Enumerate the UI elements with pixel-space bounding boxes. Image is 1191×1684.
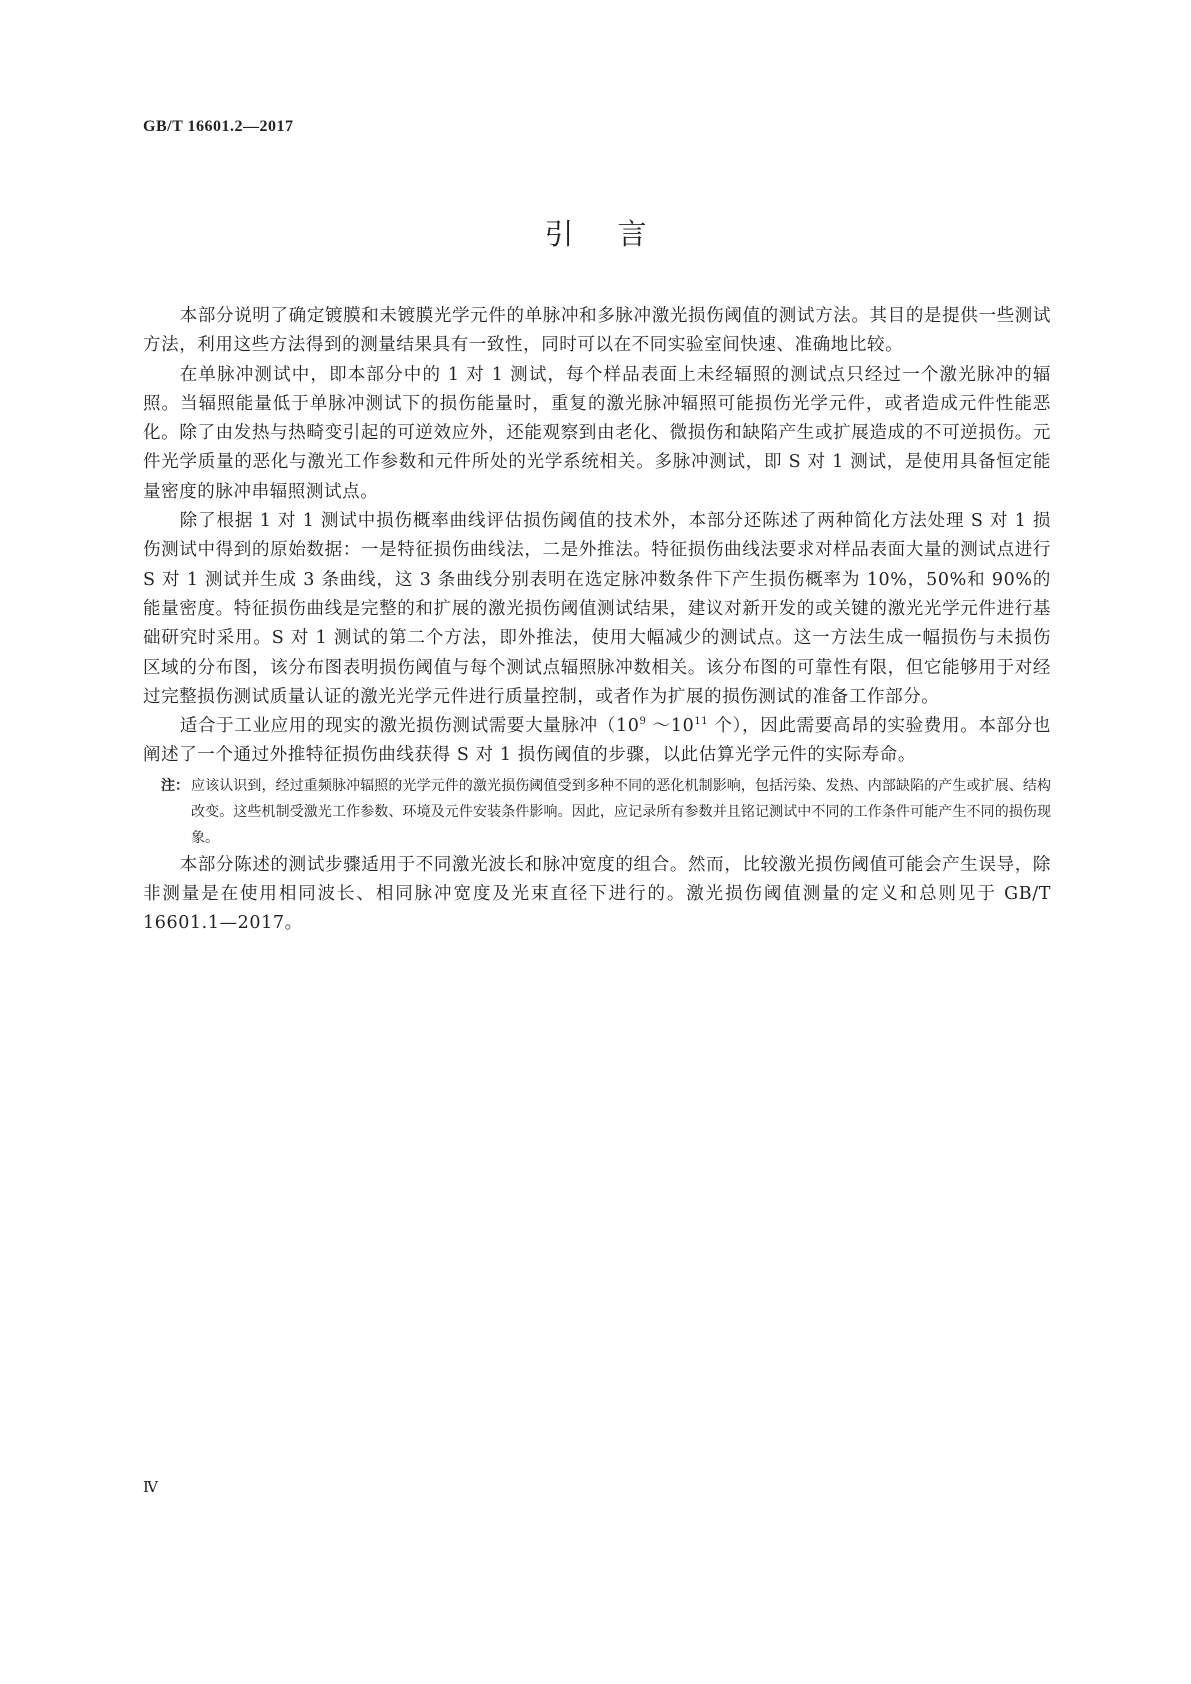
page-number: Ⅳ xyxy=(143,1478,158,1496)
text: 适合于工业应用的现实的激光损伤测试需要大量脉冲（10 xyxy=(179,716,640,737)
paragraph: 本部分陈述的测试步骤适用于不同激光波长和脉冲宽度的组合。然而，比较激光损伤阈值可能会产生误导，除非测量是在使用相同波长、相同脉冲宽度及光束直径下进行的。激光损伤阈值测量的定义和总则见于 GB/T 16601.1—2017。 xyxy=(143,854,1051,934)
note-label: 注： xyxy=(161,777,189,794)
section-title: 引言 xyxy=(544,217,691,251)
paragraph: 在单脉冲测试中，即本部分中的 1 对 1 测试，每个样品表面上未经辐照的测试点只经过一个激光脉冲的辐照。当辐照能量低于单脉冲测试下的损伤能量时，重复的激光脉冲辐照可能损伤光学元件，或者造成元件性能恶化。除了由发热与热畸变引起的可逆效应外，还能观察到由老化、微损伤和缺陷产生或扩展造成的不可逆损伤。元件光学质量的恶化与激光工作参数和元件所处的光学系统相关。多脉冲测试，即 S 对 1 测试，是使用具备恒定能量密度的脉冲串辐照测试点。 xyxy=(143,364,1051,502)
paragraph: 本部分说明了确定镀膜和未镀膜光学元件的单脉冲和多脉冲激光损伤阈值的测试方法。其目的是提供一些测试方法，利用这些方法得到的测量结果具有一致性，同时可以在不同实验室间快速、准确地比较。 xyxy=(143,306,1051,356)
paragraph-pulse-count xyxy=(143,712,1051,771)
paragraph: 除了根据 1 对 1 测试中损伤概率曲线评估损伤阈值的技术外，本部分还陈述了两种简化方法处理 S 对 1 损伤测试中得到的原始数据：一是特征损伤曲线法，二是外推法。特征损伤曲线法要求对样品表面大量的测试点进行 S 对 1 测试并生成 3 条曲线，这 3 条曲线分别表明在选定脉冲数条件下产生损伤概率为 10%，50%和 90%的能量密度。特征损伤曲线是完整的和扩展的激光损伤阈值测试结果，建议对新开发的或关键的激光光学元件进行基础研究时采用。S 对 1 测试的第二个方法，即外推法，使用大幅减少的测试点。这一方法生成一幅损伤与未损伤区域的分布图，该分布图表明损伤阈值与每个测试点辐照脉冲数相关。该分布图的可靠性有限，但它能够用于对经过完整损伤测试质量认证的激光光学元件进行质量控制，或者作为扩展的损伤测试的准备工作部分。 xyxy=(143,511,1051,707)
standard-number: GB/T 16601.2—2017 xyxy=(143,118,294,135)
exponent: 9 xyxy=(639,716,647,728)
text: ～10 xyxy=(646,716,695,737)
document-body xyxy=(143,302,1051,939)
note-text: 应该认识到，经过重频脉冲辐照的光学元件的激光损伤阈值受到多种不同的恶化机制影响，包括污染、发热、内部缺陷的产生或扩展、结构改变。这些机制受激光工作参数、环境及元件安装条件影响。因此，应记录所有参数并且铭记测试中不同的工作条件可能产生不同的损伤现象。 xyxy=(191,777,1051,846)
note xyxy=(143,773,1051,851)
exponent: 11 xyxy=(694,716,709,728)
text: 个），因此需要高昂的实验费用。本部分也阐述了一个通过外推特征损伤曲线获得 S 对 1 损伤阈值的步骤，以此估算光学元件的实际寿命。 xyxy=(143,716,1052,766)
